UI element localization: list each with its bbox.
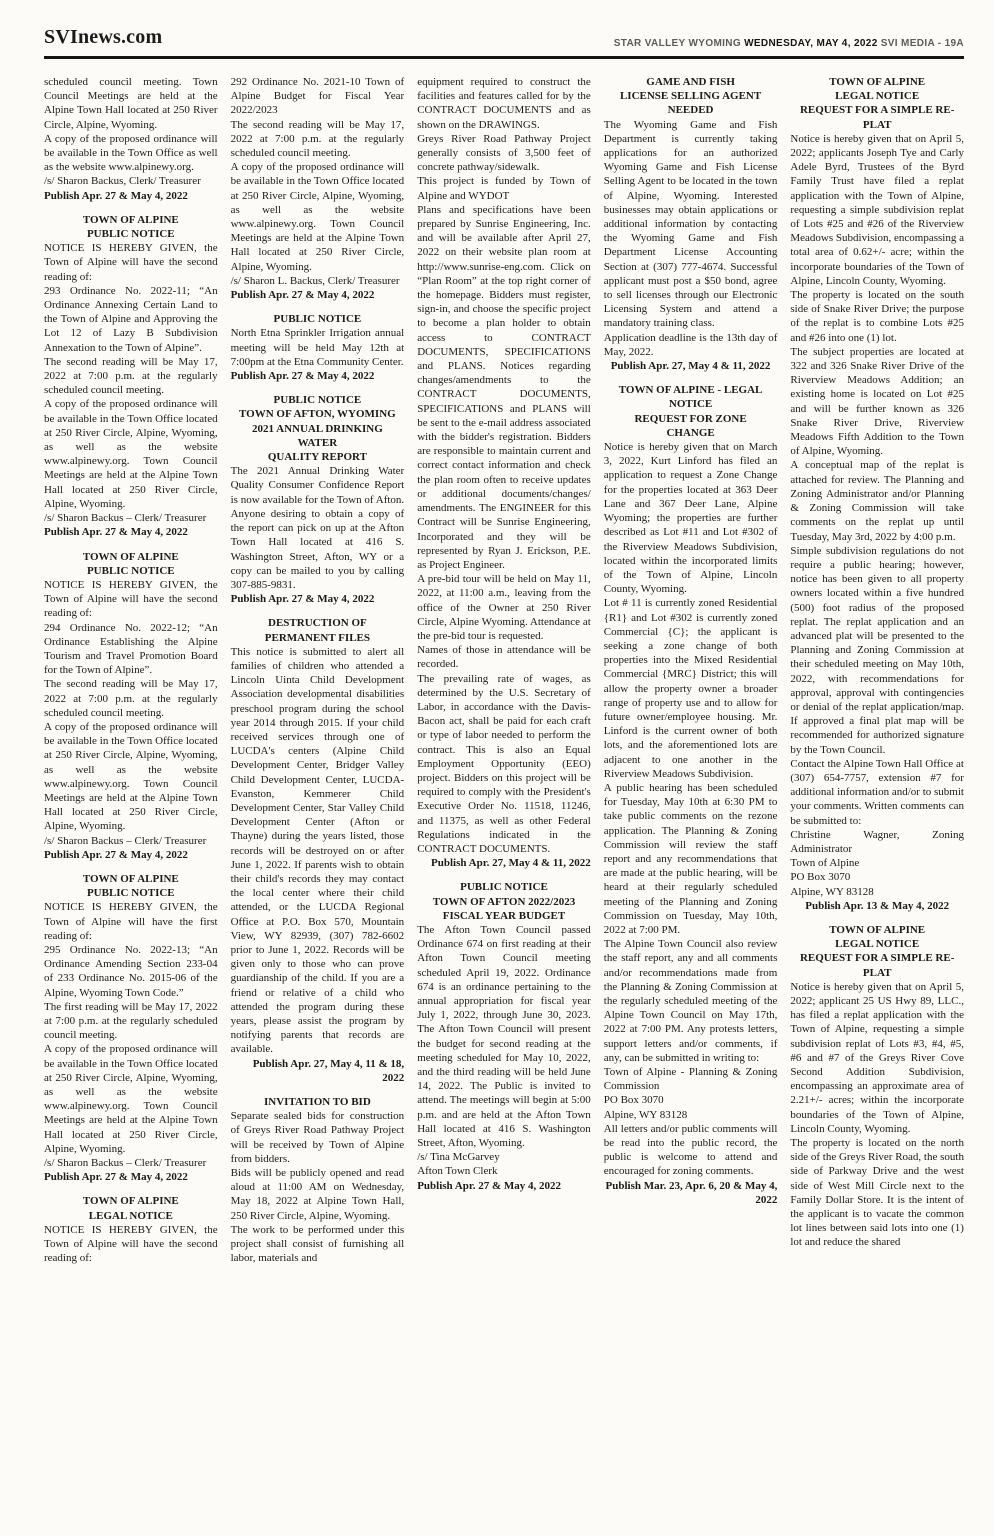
- notice-block: [231, 616, 405, 1085]
- notice-block: [790, 75, 964, 913]
- notice-block: [44, 75, 218, 203]
- notice-paragraph: Contact the Alpine Town Hall Office at (307) 654-7757, extension #7 for additional information and/or to submit your comments. Written comments can be submitted to:: [790, 757, 964, 827]
- notice-paragraph: /s/ Tina McGarvey: [417, 1151, 500, 1164]
- notice-paragraph: Alpine, WY 83128: [790, 885, 874, 898]
- notice-paragraph: Town of Alpine: [790, 857, 860, 870]
- notice-paragraph: Town of Alpine - Planning & Zoning Commission: [603, 1066, 778, 1093]
- notice-paragraph: The second reading will be May 17, 2022 at 7:00 p.m. at the regularly scheduled council meeting.: [230, 118, 405, 160]
- notice-block: [231, 312, 405, 383]
- notice-paragraph: Greys River Road Pathway Project generally consists of 3,500 feet of concrete pathway/sidewalk.: [417, 132, 591, 174]
- notice-paragraph: Application deadline is the 13th day of May, 2022.: [603, 331, 778, 358]
- notice-block: [604, 75, 778, 373]
- notice-paragraph: equipment required to construct the facilities and features called for by the CONTRACT DOCUMENTS and as shown on the DRAWINGS.: [417, 76, 591, 131]
- notice-paragraph: Christine Wagner, Zoning Administrator: [790, 828, 964, 855]
- publish-line: Publish Apr. 27 & May 4, 2022: [44, 848, 188, 861]
- notice-paragraph: This project is funded by Town of Alpine and WYDOT: [417, 175, 591, 202]
- column-5: [790, 75, 964, 1514]
- notice-paragraph: The work to be performed under this project shall consist of furnishing all labor, materials and: [230, 1223, 405, 1265]
- publish-line: Publish Apr. 27 & May 4, 2022: [230, 370, 375, 383]
- notice-heading: FISCAL YEAR BUDGET: [442, 909, 566, 922]
- notice-paragraph: PO Box 3070: [603, 1094, 664, 1107]
- notice-paragraph: 292 Ordinance No. 2021-10 Town of Alpine Budget for Fiscal Year 2022/2023: [230, 76, 405, 117]
- publish-line: Publish Apr. 27 & May 4, 2022: [230, 289, 375, 302]
- columns: [44, 75, 964, 1514]
- notice-heading: LEGAL NOTICE: [88, 1209, 173, 1222]
- notice-heading: WATER: [297, 436, 338, 449]
- notice-paragraph: The property is located on the south side of Snake River Drive; the purpose of the replat is to combine Lots #25 and #26 into one (1) lot.: [790, 289, 964, 344]
- notice-paragraph: The first reading will be May 17, 2022 at 7:00 p.m. at the regularly scheduled council meeting.: [44, 1000, 218, 1042]
- notice-paragraph: Afton Town Clerk: [417, 1165, 498, 1178]
- notice-heading: NEEDED: [667, 104, 714, 117]
- notice-heading: LICENSE SELLING AGENT: [619, 90, 762, 103]
- notice-paragraph: NOTICE IS HEREBY GIVEN, the Town of Alpine will have the second reading of:: [44, 1223, 218, 1265]
- notice-heading: QUALITY REPORT: [267, 451, 367, 464]
- publish-line: Publish Mar. 23, Apr. 6, 20 & May 4, 2022: [605, 1179, 778, 1206]
- publish-line: Publish Apr. 27, May 4 & 11, 2022: [610, 360, 771, 373]
- column-2: [231, 75, 405, 1514]
- notice-paragraph: The Alpine Town Council also review the staff report, any and all comments and/or recommendations made from the Planning & Zoning Commission at the regularly scheduled meeting of the Alpine Town Council on May 17th, 2022 at 7:00 PM. Any protests letters, support letters and/or comments, if any, can be submitted in writing to:: [603, 938, 778, 1064]
- notice-paragraph: The Afton Town Council passed Ordinance 674 on first reading at their Afton Town Council meeting scheduled April 19, 2022. Ordinance 674 is an ordinance pertaining to the annual appropriation for fiscal year July 1, 2022, through June 30, 2023. The Afton Town Council will present the budget for second reading at the meeting scheduled for May 10, 2022, and the third reading will be held June 14, 2022. The Public is invited to attend. The meetings will begin at 5:00 p.m. and are held at the Afton Town Hall located at 416 S. Washington Street, Afton, Wyoming.: [417, 923, 591, 1150]
- notice-heading: TOWN OF ALPINE: [829, 76, 926, 88]
- notice-paragraph: Separate sealed bids for construction of Greys River Road Pathway Project will be received by Town of Alpine from bidders.: [230, 1110, 405, 1165]
- notice-paragraph: NOTICE IS HEREBY GIVEN, the Town of Alpine will have the second reading of:: [44, 578, 218, 620]
- notice-paragraph: A conceptual map of the replat is attached for review. The Planning and Zoning Administrator and/or Planning & Zoning Commission will take comments on the replat up until Tuesday, May 3rd, 2022 by 4:00 p.m.: [790, 459, 964, 543]
- notice-heading: PUBLIC NOTICE: [86, 564, 175, 577]
- masthead: [44, 26, 964, 49]
- notice-heading: REQUEST FOR ZONE: [634, 412, 747, 425]
- notice-heading: PUBLIC NOTICE: [86, 228, 175, 241]
- notice-paragraph: A pre-bid tour will be held on May 11, 2022, at 11:00 a.m., leaving from the office of the Owner at 250 River Circle, Alpine Wyoming. Attendance at the pre-bid tour is requested.: [417, 573, 591, 642]
- notice-paragraph: NOTICE IS HEREBY GIVEN, the Town of Alpine will have the second reading of:: [44, 242, 218, 283]
- notice-paragraph: The prevailing rate of wages, as determined by the U.S. Secretary of Labor, in accordance with the Davis-Bacon act, shall be paid for each craft or type of labor needed to perform the contract. This is also an Equal Employment Opportunity (EEO) project. Bidders on this project will be required to comply with the President's Executive Order No. 11518, 11246, and 11375, as well as other Federal Regulations indicated in the CONTRACT DOCUMENTS.: [417, 672, 591, 855]
- notice-heading: 2021 ANNUAL DRINKING: [251, 422, 383, 435]
- notice-paragraph: Simple subdivision regulations do not require a public hearing; however, notice has been given to all property owners located within a five hundred (500) foot radius of the proposed replat. The replat application and an advanced plat will be presented to the Planning and Zoning Commission at their scheduled meeting on May 10th, 2022, with recommendations for approval, approval with contingencies or denial of the replat application/map. If approved a final plat map will be recommended for authorized signature by the Town Council.: [790, 544, 964, 756]
- notice-paragraph: The 2021 Annual Drinking Water Quality Consumer Confidence Report is now available for the Town of Afton. Anyone desiring to obtain a copy of the report can pick on up at the Afton Town Hall located at 416 S. Washington Street, Afton, WY or a copy can be mailed to you by calling 307-885-9831.: [230, 465, 405, 591]
- notice-heading: TOWN OF ALPINE: [82, 1195, 179, 1208]
- notice-heading: PERMANENT FILES: [264, 631, 370, 644]
- notice-block: [604, 383, 778, 1207]
- notice-paragraph: The second reading will be May 17, 2022 at 7:00 p.m. at the regularly scheduled council meeting.: [44, 355, 218, 397]
- notice-paragraph: 295 Ordinance No. 2022-13; “An Ordinance Amending Section 233-04 of 233 Ordinance No. 2015-06 of the Alpine, Wyoming Town Code.”: [44, 943, 218, 999]
- notice-paragraph: A copy of the proposed ordinance will be available in the Town Office located at 250 River Circle, Alpine, Wyoming, as well as the website www.alpinewy.org. Town Council Meetings are held at the Alpine Town Hall located at 250 River Circle, Alpine, Wyoming.: [44, 720, 218, 833]
- notice-block: [44, 1194, 218, 1265]
- notice-paragraph: PO Box 3070: [790, 871, 851, 884]
- notice-paragraph: The property is located on the north side of the Greys River Road, the south side of Parkway Drive and the west side of West Mill Circle next to the Family Dollar Store. It is the intent of the applicant is to vacate the common lot lines between said lots into one (1) lot and reduce the shared: [790, 1137, 964, 1249]
- notice-paragraph: 293 Ordinance No. 2022-11; “An Ordinance Annexing Certain Land to the Town of Alpine and Approving the Lot 12 of Lazy B Subdivision Annexation to the Town of Alpine”.: [44, 284, 218, 354]
- notice-paragraph: NOTICE IS HEREBY GIVEN, the Town of Alpine will have the first reading of:: [44, 901, 218, 942]
- notice-block: [231, 75, 405, 302]
- notice-paragraph: Names of those in attendance will be recorded.: [417, 644, 591, 671]
- notice-heading: TOWN OF ALPINE: [82, 872, 179, 885]
- notice-heading: PUBLIC NOTICE: [273, 313, 362, 326]
- publish-line: Publish Apr. 27 & May 4, 2022: [44, 526, 188, 539]
- notice-paragraph: /s/ Sharon L. Backus, Clerk/ Treasurer: [230, 274, 400, 287]
- notice-paragraph: /s/ Sharon Backus – Clerk/ Treasurer: [44, 512, 207, 525]
- notice-paragraph: Notice is hereby given that on April 5, 2022; applicant 25 US Hwy 89, LLC., has filed a replat application with the Town of Alpine, requesting a simple subdivision replat of Lots #3, #4, #5, #6 and #7 of the Greys River Cove Second Addition Subdivision, encompassing an approximate area of 2.21+/- acres; within the incorporate boundaries of the Town of Alpine, Lincoln County, Wyoming.: [790, 980, 964, 1135]
- column-4: [604, 75, 778, 1514]
- notice-paragraph: A copy of the proposed ordinance will be available in the Town Office located at 250 River Circle, Alpine, Wyoming, as well as the website www.alpinewy.org. Town Council Meetings are held at the Alpine Town Hall located at 250 River Circle, Alpine, Wyoming.: [44, 398, 218, 510]
- notice-heading: PUBLIC NOTICE: [86, 887, 175, 900]
- issue-date: WEDNESDAY, MAY 4, 2022: [744, 38, 878, 49]
- notice-heading: PUBLIC NOTICE: [273, 394, 362, 407]
- publish-line: Publish Apr. 27, May 4 & 11, 2022: [431, 857, 591, 870]
- notice-heading: PUBLIC NOTICE: [460, 881, 548, 894]
- notice-paragraph: 294 Ordinance No. 2022-12; “An Ordinance Establishing the Alpine Tourism and Travel Promotion Board for the Town of Alpine”.: [44, 621, 218, 677]
- notice-paragraph: Lot # 11 is currently zoned Residential {R1} and Lot #302 is currently zoned Commercial {C}; the applicant is seeking a zone change of both properties into the Mixed Residential Commercial {MRC} District; this will allow the property owner a broader range of property use and to allow for future owner/employee housing. Mr. Linford is the current owner of both lots, and the aforementioned lots are adjacent to one another in the Riverview Meadows Subdivision.: [603, 597, 778, 780]
- notice-heading: PLAT: [862, 118, 892, 131]
- publish-line: Publish Apr. 27 & May 4, 2022: [230, 593, 375, 606]
- notice-heading: REQUEST FOR A SIMPLE RE-: [799, 104, 955, 117]
- notice-paragraph: /s/ Sharon Backus – Clerk/ Treasurer: [44, 834, 207, 847]
- notice-paragraph: A copy of the proposed ordinance will be available in the Town Office as well as the website www.alpinewy.org.: [44, 132, 218, 174]
- notice-heading: TOWN OF AFTON 2022/2023: [432, 895, 576, 908]
- notice-paragraph: North Etna Sprinkler Irrigation annual meeting will be held May 12th at 7:00pm at the Etna Community Center.: [230, 327, 405, 368]
- site-name: SVInews.com: [44, 26, 163, 48]
- notice-paragraph: The Wyoming Game and Fish Department is currently taking applications for an authorized Wyoming Game and Fish License Selling Agent to be located in the town of Alpine, Wyoming. Interested businesses may obtain applications or additional information by contacting the Wyoming Game and Fish Department License Accounting Section at (307) 777-4674. Successful applicant must post a $50 bond, agree to sell licenses through our Electronic Licensing System and attend a mandatory training class.: [603, 118, 778, 330]
- notice-block: [231, 1095, 405, 1265]
- notice-heading: INVITATION TO BID: [264, 1096, 371, 1109]
- publish-line: Publish Apr. 13 & May 4, 2022: [805, 899, 950, 912]
- notice-block: [231, 393, 405, 606]
- notice-heading: TOWN OF ALPINE: [82, 550, 179, 563]
- publish-line: Publish Apr. 27 & May 4, 2022: [44, 1171, 188, 1184]
- notice-heading: NOTICE: [668, 398, 713, 411]
- notice-paragraph: A copy of the proposed ordinance will be available in the Town Office located at 250 River Circle, Alpine, Wyoming, as well as the website www.alpinewy.org. Town Council Meetings are held at the Alpine Town Hall located at 250 River Circle, Alpine, Wyoming.: [230, 161, 405, 273]
- notice-heading: TOWN OF AFTON, WYOMING: [239, 408, 396, 421]
- notice-block: [417, 75, 591, 870]
- notice-heading: DESTRUCTION OF: [268, 617, 367, 630]
- notice-paragraph: All letters and/or public comments will be read into the public record, the public is welcome to attend and encouraged for zoning comments.: [603, 1122, 778, 1178]
- column-3: [417, 75, 591, 1514]
- notice-paragraph: /s/ Sharon Backus, Clerk/ Treasurer: [44, 175, 201, 188]
- notice-heading: TOWN OF ALPINE - LEGAL: [618, 384, 763, 397]
- masthead-rule: [44, 56, 964, 59]
- notice-block: [44, 213, 218, 540]
- notice-paragraph: A public hearing has been scheduled for Tuesday, May 10th at 6:30 PM to take public comments on the rezone application. The Planning & Zoning Commission will review the staff report and any recommendations that are made at the public hearing, will be heard at their regularly scheduled meeting of the Planning and Zoning Commission on Tuesday, May 10th, 2022 at 7:00 PM.: [603, 781, 778, 936]
- publish-line: Publish Apr. 27 & May 4, 2022: [417, 1179, 562, 1192]
- notice-heading: LEGAL NOTICE: [835, 938, 920, 951]
- notice-paragraph: Notice is hereby given that on March 3, 2022, Kurt Linford has filed an application to request a Zone Change for the properties located at 363 Deer Lane and 367 Deer Lane, Alpine Wyoming; the properties are further described as Lot #11 and Lot #302 of the Riverview Meadows Subdivision, located within the incorporated limits of the Town of Alpine, Lincoln County, Wyoming.: [603, 441, 778, 596]
- notice-paragraph: A copy of the proposed ordinance will be available in the Town Office located at 250 River Circle, Alpine, Wyoming, as well as the website www.alpinewy.org. Town Council Meetings are held at the Alpine Town Hall located at 250 River Circle, Alpine, Wyoming.: [44, 1043, 218, 1155]
- notice-heading: TOWN OF ALPINE: [82, 213, 179, 226]
- notice-paragraph: The second reading will be May 17, 2022 at 7:00 p.m. at the regularly scheduled council meeting.: [44, 678, 218, 719]
- notice-block: [44, 872, 218, 1184]
- notice-heading: PLAT: [862, 966, 892, 979]
- notice-paragraph: Plans and specifications have been prepared by Sunrise Engineering, Inc. and will be available after April 27, 2022 on their website plan room at http://www.sunrise-eng.com. Click on “Plan Room” at the top right corner of the homepage. Bidders must register, sign-in, and choose the specific project to become a plan holder to obtain access to CONTRACT DOCUMENTS, SPECIFICATIONS and PLANS. Notices regarding changes/amendments to the CONTRACT DOCUMENTS, SPECIFICATIONS and PLANS will be sent to the e-mail address associated with the bidder's registration. Bidders are responsible to maintain current and correct contact information and check the plan room often to receive updates or additional documents/changes/ amendments. The ENGINEER for this Contract will be Sunrise Engineering, Incorporated and they will be represented by Ryan J. Erickson, P.E. as Project Engineer.: [417, 203, 591, 571]
- notice-heading: LEGAL NOTICE: [835, 90, 920, 103]
- notice-heading: CHANGE: [666, 426, 715, 439]
- masthead-dateline: [614, 38, 964, 49]
- notice-heading: GAME AND FISH: [646, 76, 735, 88]
- notice-block: [417, 880, 591, 1192]
- notice-block: [790, 923, 964, 1250]
- column-1: [44, 75, 218, 1514]
- notice-block: [44, 550, 218, 862]
- notice-paragraph: /s/ Sharon Backus – Clerk/ Treasurer: [44, 1157, 207, 1170]
- notice-heading: TOWN OF ALPINE: [829, 923, 926, 936]
- region-label: STAR VALLEY WYOMING: [613, 38, 741, 49]
- notice-heading: REQUEST FOR A SIMPLE RE-: [799, 952, 955, 965]
- notice-paragraph: Bids will be publicly opened and read aloud at 11:00 AM on Wednesday, May 18, 2022 at Alpine Town Hall, 250 River Circle, Alpine, Wyoming.: [230, 1167, 405, 1222]
- notice-paragraph: Alpine, WY 83128: [603, 1108, 688, 1121]
- notice-paragraph: scheduled council meeting. Town Council Meetings are held at the Alpine Town Hall located at 250 River Circle, Alpine, Wyoming.: [44, 76, 218, 131]
- notice-paragraph: The subject properties are located at 322 and 326 Snake River Drive of the Riverview Meadows Addition; an existing home is located on Lot #25 and will be further known as 326 Snake River Drive, Riverview Meadows Fifth Addition to the Town of Alpine, Wyoming.: [790, 345, 964, 458]
- edition-label: SVI MEDIA - 19A: [880, 38, 964, 49]
- notice-paragraph: Notice is hereby given that on April 5, 2022; applicants Joseph Tye and Carly Adele Byrd, Trustees of the Byrd Family Trust have filed a replat application with the Town of Alpine, requesting a simple subdivision replat of Lots #25 and #26 of the Riverview Meadows Subdivision, encompassing a total area of 0.62+/- acre; within the incorporate boundaries of the Town of Alpine, Lincoln County, Wyoming.: [790, 132, 964, 287]
- notice-paragraph: This notice is submitted to alert all families of children who attended a Lincoln Uinta Child Development Association developmental disabilities preschool program during the school year 2014 through 2015. If your child received services through one of LUCDA's centers (Alpine Child Development Center, Bridger Valley Child Development Center, LUCDA-Evanston, Kemmerer Child Development Center, Star Valley Child Development Center (Afton or Thayne) during the years listed, those records will be destroyed on or after June 1, 2022. If parents wish to obtain their child's records they may contact the local center where their child attended, or the LUCDA Regional Office at P.O. Box 570, Mountain View, WY 82939, (307) 782-6602 prior to June 1, 2022. Records will be given only to those who can prove guardianship of the child. If you are a friend or relative of a child who attended the program during these years, please assist the program by notifying parents that records are available.: [230, 645, 405, 1056]
- publish-line: Publish Apr. 27 & May 4, 2022: [44, 189, 188, 202]
- publish-line: Publish Apr. 27, May 4, 11 & 18, 2022: [252, 1057, 405, 1084]
